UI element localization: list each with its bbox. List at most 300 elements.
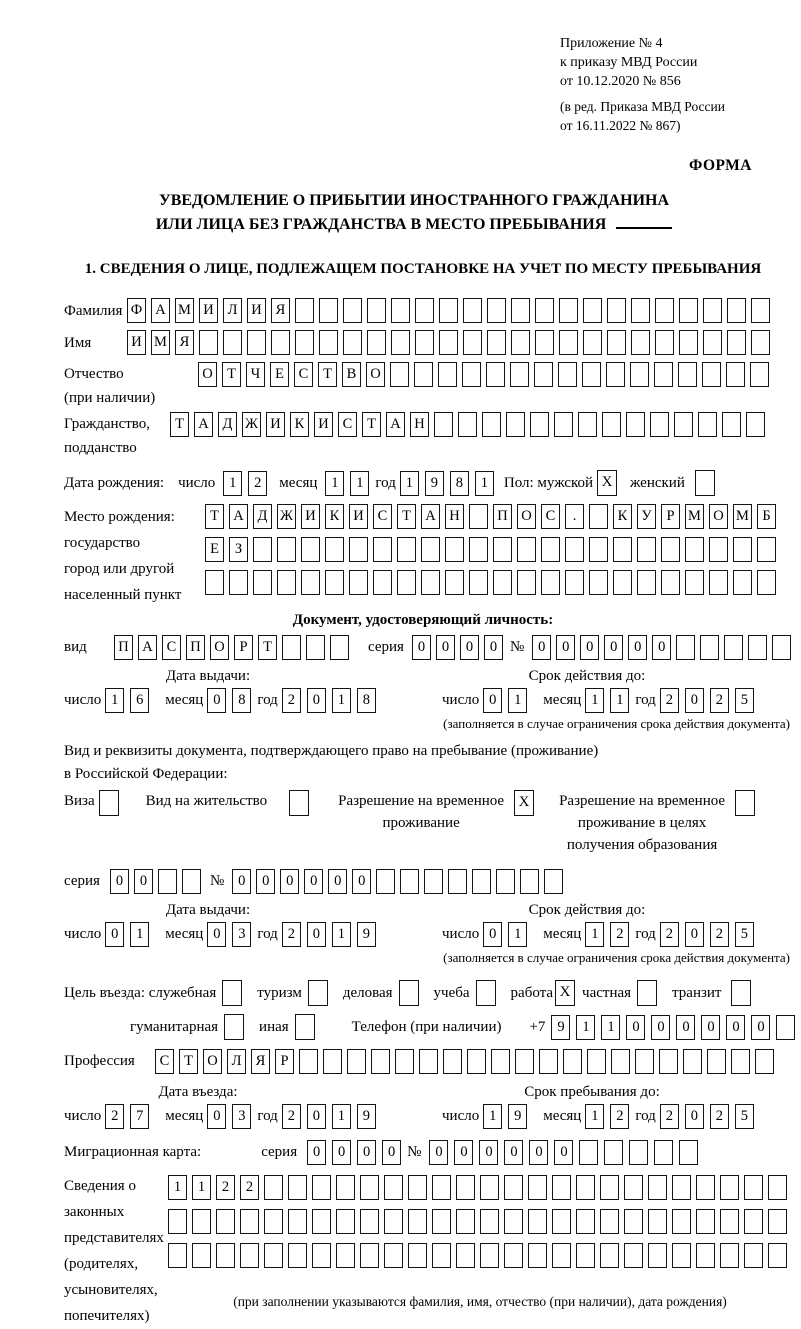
char-box[interactable]: 2 — [660, 922, 679, 947]
char-box[interactable]: 2 — [610, 922, 629, 947]
char-box[interactable] — [565, 537, 584, 562]
char-box[interactable] — [720, 1243, 739, 1268]
char-box[interactable]: 2 — [610, 1104, 629, 1129]
char-box[interactable] — [421, 570, 440, 595]
char-box[interactable]: И — [199, 298, 218, 323]
char-box[interactable] — [486, 362, 505, 387]
char-box[interactable] — [158, 869, 177, 894]
char-box[interactable] — [600, 1243, 619, 1268]
char-box[interactable] — [757, 537, 776, 562]
char-box[interactable]: 1 — [585, 1104, 604, 1129]
char-box[interactable]: Е — [270, 362, 289, 387]
char-box[interactable] — [408, 1209, 427, 1234]
char-box[interactable] — [630, 362, 649, 387]
char-box[interactable] — [587, 1049, 606, 1074]
char-box[interactable] — [496, 869, 515, 894]
char-box[interactable]: 0 — [701, 1015, 720, 1040]
char-box[interactable]: Л — [223, 298, 242, 323]
char-box[interactable]: 0 — [532, 635, 551, 660]
char-box[interactable]: 0 — [307, 688, 326, 713]
char-box[interactable] — [602, 412, 621, 437]
char-box[interactable] — [559, 330, 578, 355]
char-box[interactable] — [676, 635, 695, 660]
char-box[interactable]: Т — [222, 362, 241, 387]
char-box[interactable]: И — [266, 412, 285, 437]
char-box[interactable]: 1 — [192, 1175, 211, 1200]
char-box[interactable] — [367, 330, 386, 355]
char-box[interactable] — [277, 537, 296, 562]
char-box[interactable] — [563, 1049, 582, 1074]
char-box[interactable]: 1 — [576, 1015, 595, 1040]
char-box[interactable]: 0 — [412, 635, 431, 660]
char-box[interactable]: 5 — [735, 922, 754, 947]
char-box[interactable] — [312, 1209, 331, 1234]
char-box[interactable] — [528, 1209, 547, 1234]
char-box[interactable] — [456, 1209, 475, 1234]
checkbox-cell[interactable] — [399, 980, 419, 1006]
char-box[interactable]: 0 — [110, 869, 129, 894]
char-box[interactable]: 2 — [282, 688, 301, 713]
char-box[interactable]: 0 — [460, 635, 479, 660]
char-box[interactable]: 1 — [350, 471, 369, 496]
char-box[interactable] — [515, 1049, 534, 1074]
char-box[interactable]: 1 — [601, 1015, 620, 1040]
char-box[interactable]: 0 — [307, 1140, 326, 1165]
char-box[interactable] — [391, 298, 410, 323]
char-box[interactable] — [629, 1140, 648, 1165]
char-box[interactable] — [517, 537, 536, 562]
char-box[interactable]: Р — [661, 504, 680, 529]
char-box[interactable]: 0 — [436, 635, 455, 660]
char-box[interactable]: 2 — [216, 1175, 235, 1200]
char-box[interactable] — [724, 635, 743, 660]
checkbox-cell[interactable] — [476, 980, 496, 1006]
char-box[interactable]: 1 — [508, 922, 527, 947]
char-box[interactable]: Ф — [127, 298, 146, 323]
char-box[interactable] — [414, 362, 433, 387]
char-box[interactable]: 0 — [504, 1140, 523, 1165]
char-box[interactable]: С — [162, 635, 181, 660]
char-box[interactable]: 0 — [604, 635, 623, 660]
char-box[interactable]: 0 — [207, 688, 226, 713]
char-box[interactable]: 2 — [710, 922, 729, 947]
checkbox-cell[interactable] — [224, 1014, 244, 1040]
char-box[interactable] — [650, 412, 669, 437]
char-box[interactable] — [223, 330, 242, 355]
char-box[interactable] — [607, 298, 626, 323]
char-box[interactable] — [696, 1243, 715, 1268]
char-box[interactable] — [504, 1243, 523, 1268]
char-box[interactable]: А — [138, 635, 157, 660]
char-box[interactable] — [493, 537, 512, 562]
char-box[interactable]: 0 — [751, 1015, 770, 1040]
char-box[interactable]: 2 — [660, 1104, 679, 1129]
char-box[interactable] — [312, 1243, 331, 1268]
char-box[interactable] — [312, 1175, 331, 1200]
char-box[interactable] — [768, 1209, 787, 1234]
char-box[interactable]: С — [338, 412, 357, 437]
checkbox-cell[interactable] — [308, 980, 328, 1006]
char-box[interactable] — [264, 1209, 283, 1234]
char-box[interactable]: 0 — [134, 869, 153, 894]
char-box[interactable]: 0 — [556, 635, 575, 660]
char-box[interactable] — [727, 298, 746, 323]
char-box[interactable] — [565, 570, 584, 595]
char-box[interactable] — [685, 570, 704, 595]
char-box[interactable] — [247, 330, 266, 355]
char-box[interactable] — [659, 1049, 678, 1074]
char-box[interactable] — [288, 1243, 307, 1268]
char-box[interactable]: Р — [234, 635, 253, 660]
char-box[interactable]: Н — [410, 412, 429, 437]
char-box[interactable]: 8 — [450, 471, 469, 496]
char-box[interactable] — [517, 570, 536, 595]
char-box[interactable]: 9 — [508, 1104, 527, 1129]
char-box[interactable] — [360, 1243, 379, 1268]
char-box[interactable]: З — [229, 537, 248, 562]
char-box[interactable]: Т — [205, 504, 224, 529]
char-box[interactable] — [390, 362, 409, 387]
char-box[interactable]: Т — [170, 412, 189, 437]
char-box[interactable] — [469, 537, 488, 562]
char-box[interactable] — [467, 1049, 486, 1074]
char-box[interactable] — [600, 1175, 619, 1200]
checkbox-cell[interactable] — [735, 790, 755, 816]
char-box[interactable]: Л — [227, 1049, 246, 1074]
char-box[interactable] — [319, 298, 338, 323]
char-box[interactable]: 0 — [454, 1140, 473, 1165]
char-box[interactable]: П — [493, 504, 512, 529]
char-box[interactable]: 9 — [551, 1015, 570, 1040]
char-box[interactable]: У — [637, 504, 656, 529]
checkbox-cell[interactable] — [637, 980, 657, 1006]
char-box[interactable]: С — [373, 504, 392, 529]
title-blank-underline[interactable] — [616, 213, 672, 229]
char-box[interactable] — [604, 1140, 623, 1165]
char-box[interactable] — [685, 537, 704, 562]
char-box[interactable] — [700, 635, 719, 660]
char-box[interactable] — [493, 570, 512, 595]
char-box[interactable]: И — [349, 504, 368, 529]
char-box[interactable] — [419, 1049, 438, 1074]
char-box[interactable]: И — [314, 412, 333, 437]
char-box[interactable] — [583, 298, 602, 323]
char-box[interactable] — [554, 412, 573, 437]
char-box[interactable]: 2 — [282, 1104, 301, 1129]
char-box[interactable] — [504, 1209, 523, 1234]
char-box[interactable] — [472, 869, 491, 894]
char-box[interactable] — [654, 362, 673, 387]
char-box[interactable] — [511, 298, 530, 323]
char-box[interactable]: 1 — [508, 688, 527, 713]
char-box[interactable] — [672, 1175, 691, 1200]
char-box[interactable] — [438, 362, 457, 387]
checkbox-cell[interactable] — [222, 980, 242, 1006]
char-box[interactable] — [462, 362, 481, 387]
char-box[interactable] — [384, 1175, 403, 1200]
char-box[interactable] — [349, 537, 368, 562]
char-box[interactable]: 2 — [240, 1175, 259, 1200]
char-box[interactable] — [487, 298, 506, 323]
char-box[interactable] — [576, 1243, 595, 1268]
char-box[interactable] — [611, 1049, 630, 1074]
char-box[interactable]: 1 — [332, 1104, 351, 1129]
char-box[interactable] — [384, 1209, 403, 1234]
checkbox-cell[interactable] — [731, 980, 751, 1006]
char-box[interactable] — [544, 869, 563, 894]
char-box[interactable] — [698, 412, 717, 437]
char-box[interactable]: И — [247, 298, 266, 323]
char-box[interactable]: М — [175, 298, 194, 323]
char-box[interactable] — [631, 330, 650, 355]
char-box[interactable] — [750, 362, 769, 387]
char-box[interactable] — [469, 570, 488, 595]
char-box[interactable] — [744, 1209, 763, 1234]
char-box[interactable]: 0 — [307, 1104, 326, 1129]
char-box[interactable] — [733, 537, 752, 562]
char-box[interactable]: Я — [251, 1049, 270, 1074]
char-box[interactable] — [731, 1049, 750, 1074]
char-box[interactable]: 0 — [256, 869, 275, 894]
char-box[interactable] — [672, 1209, 691, 1234]
char-box[interactable] — [511, 330, 530, 355]
char-box[interactable] — [748, 635, 767, 660]
char-box[interactable] — [445, 537, 464, 562]
char-box[interactable]: О — [210, 635, 229, 660]
char-box[interactable] — [295, 330, 314, 355]
char-box[interactable]: Т — [258, 635, 277, 660]
char-box[interactable]: 0 — [626, 1015, 645, 1040]
char-box[interactable] — [654, 1140, 673, 1165]
char-box[interactable]: 1 — [585, 688, 604, 713]
char-box[interactable]: 1 — [610, 688, 629, 713]
char-box[interactable] — [349, 570, 368, 595]
char-box[interactable]: 0 — [484, 635, 503, 660]
char-box[interactable] — [373, 570, 392, 595]
char-box[interactable]: 1 — [223, 471, 242, 496]
char-box[interactable] — [552, 1243, 571, 1268]
checkbox-cell[interactable] — [695, 470, 715, 496]
char-box[interactable]: К — [325, 504, 344, 529]
char-box[interactable] — [408, 1243, 427, 1268]
char-box[interactable]: С — [541, 504, 560, 529]
char-box[interactable]: Д — [218, 412, 237, 437]
char-box[interactable]: 0 — [529, 1140, 548, 1165]
char-box[interactable]: 3 — [232, 922, 251, 947]
char-box[interactable] — [678, 362, 697, 387]
char-box[interactable] — [264, 1175, 283, 1200]
char-box[interactable]: 0 — [685, 688, 704, 713]
char-box[interactable] — [600, 1209, 619, 1234]
char-box[interactable] — [528, 1243, 547, 1268]
char-box[interactable] — [288, 1209, 307, 1234]
char-box[interactable] — [434, 412, 453, 437]
char-box[interactable] — [360, 1175, 379, 1200]
char-box[interactable] — [552, 1175, 571, 1200]
char-box[interactable]: 0 — [479, 1140, 498, 1165]
char-box[interactable]: О — [517, 504, 536, 529]
char-box[interactable]: . — [565, 504, 584, 529]
char-box[interactable] — [439, 330, 458, 355]
char-box[interactable] — [216, 1209, 235, 1234]
char-box[interactable] — [535, 298, 554, 323]
char-box[interactable]: Т — [318, 362, 337, 387]
char-box[interactable]: 0 — [676, 1015, 695, 1040]
char-box[interactable]: И — [301, 504, 320, 529]
char-box[interactable] — [702, 362, 721, 387]
char-box[interactable] — [703, 330, 722, 355]
char-box[interactable]: 9 — [425, 471, 444, 496]
char-box[interactable] — [589, 504, 608, 529]
char-box[interactable] — [720, 1175, 739, 1200]
char-box[interactable] — [376, 869, 395, 894]
char-box[interactable] — [415, 330, 434, 355]
char-box[interactable]: Ч — [246, 362, 265, 387]
char-box[interactable]: 5 — [735, 688, 754, 713]
char-box[interactable] — [534, 362, 553, 387]
char-box[interactable] — [648, 1175, 667, 1200]
char-box[interactable] — [589, 570, 608, 595]
char-box[interactable] — [709, 537, 728, 562]
char-box[interactable] — [408, 1175, 427, 1200]
char-box[interactable]: 0 — [207, 1104, 226, 1129]
char-box[interactable] — [192, 1209, 211, 1234]
char-box[interactable] — [589, 537, 608, 562]
char-box[interactable]: Ж — [242, 412, 261, 437]
char-box[interactable] — [443, 1049, 462, 1074]
char-box[interactable] — [631, 298, 650, 323]
char-box[interactable] — [391, 330, 410, 355]
char-box[interactable]: 0 — [357, 1140, 376, 1165]
char-box[interactable] — [637, 570, 656, 595]
char-box[interactable] — [683, 1049, 702, 1074]
char-box[interactable] — [558, 362, 577, 387]
char-box[interactable] — [506, 412, 525, 437]
char-box[interactable] — [480, 1209, 499, 1234]
char-box[interactable] — [709, 570, 728, 595]
char-box[interactable]: 0 — [207, 922, 226, 947]
char-box[interactable]: 1 — [475, 471, 494, 496]
char-box[interactable] — [360, 1209, 379, 1234]
char-box[interactable] — [469, 504, 488, 529]
char-box[interactable] — [282, 635, 301, 660]
char-box[interactable] — [559, 298, 578, 323]
char-box[interactable] — [528, 1175, 547, 1200]
char-box[interactable] — [582, 362, 601, 387]
char-box[interactable]: 0 — [652, 635, 671, 660]
char-box[interactable] — [367, 298, 386, 323]
char-box[interactable] — [655, 330, 674, 355]
char-box[interactable] — [744, 1175, 763, 1200]
checkbox-cell[interactable] — [295, 1014, 315, 1040]
char-box[interactable] — [552, 1209, 571, 1234]
checkbox-cell[interactable]: X — [514, 790, 534, 816]
char-box[interactable] — [480, 1175, 499, 1200]
char-box[interactable]: В — [342, 362, 361, 387]
char-box[interactable] — [482, 412, 501, 437]
char-box[interactable] — [606, 362, 625, 387]
char-box[interactable]: 1 — [400, 471, 419, 496]
char-box[interactable]: С — [155, 1049, 174, 1074]
char-box[interactable] — [751, 298, 770, 323]
char-box[interactable] — [776, 1015, 795, 1040]
char-box[interactable]: 0 — [232, 869, 251, 894]
char-box[interactable]: Т — [397, 504, 416, 529]
char-box[interactable]: 0 — [483, 922, 502, 947]
char-box[interactable] — [624, 1209, 643, 1234]
char-box[interactable]: А — [229, 504, 248, 529]
char-box[interactable]: 0 — [483, 688, 502, 713]
char-box[interactable] — [746, 412, 765, 437]
char-box[interactable] — [510, 362, 529, 387]
char-box[interactable]: О — [203, 1049, 222, 1074]
char-box[interactable] — [325, 537, 344, 562]
char-box[interactable]: 0 — [352, 869, 371, 894]
char-box[interactable] — [168, 1243, 187, 1268]
char-box[interactable]: Е — [205, 537, 224, 562]
char-box[interactable] — [397, 570, 416, 595]
char-box[interactable] — [504, 1175, 523, 1200]
char-box[interactable]: Я — [175, 330, 194, 355]
char-box[interactable]: М — [733, 504, 752, 529]
char-box[interactable] — [415, 298, 434, 323]
char-box[interactable] — [726, 362, 745, 387]
char-box[interactable]: 9 — [357, 922, 376, 947]
char-box[interactable] — [583, 330, 602, 355]
char-box[interactable]: 2 — [282, 922, 301, 947]
char-box[interactable] — [240, 1209, 259, 1234]
char-box[interactable] — [182, 869, 201, 894]
char-box[interactable] — [696, 1175, 715, 1200]
char-box[interactable]: 7 — [130, 1104, 149, 1129]
char-box[interactable] — [655, 298, 674, 323]
char-box[interactable]: 0 — [554, 1140, 573, 1165]
char-box[interactable] — [624, 1243, 643, 1268]
char-box[interactable] — [757, 570, 776, 595]
char-box[interactable]: 0 — [105, 922, 124, 947]
char-box[interactable] — [347, 1049, 366, 1074]
char-box[interactable] — [343, 330, 362, 355]
char-box[interactable]: 5 — [735, 1104, 754, 1129]
char-box[interactable] — [432, 1209, 451, 1234]
char-box[interactable] — [336, 1243, 355, 1268]
char-box[interactable] — [456, 1175, 475, 1200]
char-box[interactable] — [373, 537, 392, 562]
char-box[interactable] — [661, 537, 680, 562]
char-box[interactable] — [330, 635, 349, 660]
char-box[interactable]: 8 — [232, 688, 251, 713]
char-box[interactable] — [295, 298, 314, 323]
char-box[interactable] — [648, 1243, 667, 1268]
char-box[interactable] — [277, 570, 296, 595]
char-box[interactable] — [679, 1140, 698, 1165]
char-box[interactable] — [578, 412, 597, 437]
char-box[interactable] — [487, 330, 506, 355]
char-box[interactable]: 1 — [483, 1104, 502, 1129]
char-box[interactable]: 8 — [357, 688, 376, 713]
char-box[interactable] — [613, 570, 632, 595]
char-box[interactable] — [264, 1243, 283, 1268]
char-box[interactable] — [168, 1209, 187, 1234]
char-box[interactable] — [299, 1049, 318, 1074]
char-box[interactable]: П — [114, 635, 133, 660]
char-box[interactable] — [535, 330, 554, 355]
char-box[interactable]: 0 — [628, 635, 647, 660]
char-box[interactable] — [205, 570, 224, 595]
char-box[interactable]: 0 — [328, 869, 347, 894]
char-box[interactable] — [707, 1049, 726, 1074]
char-box[interactable] — [637, 537, 656, 562]
